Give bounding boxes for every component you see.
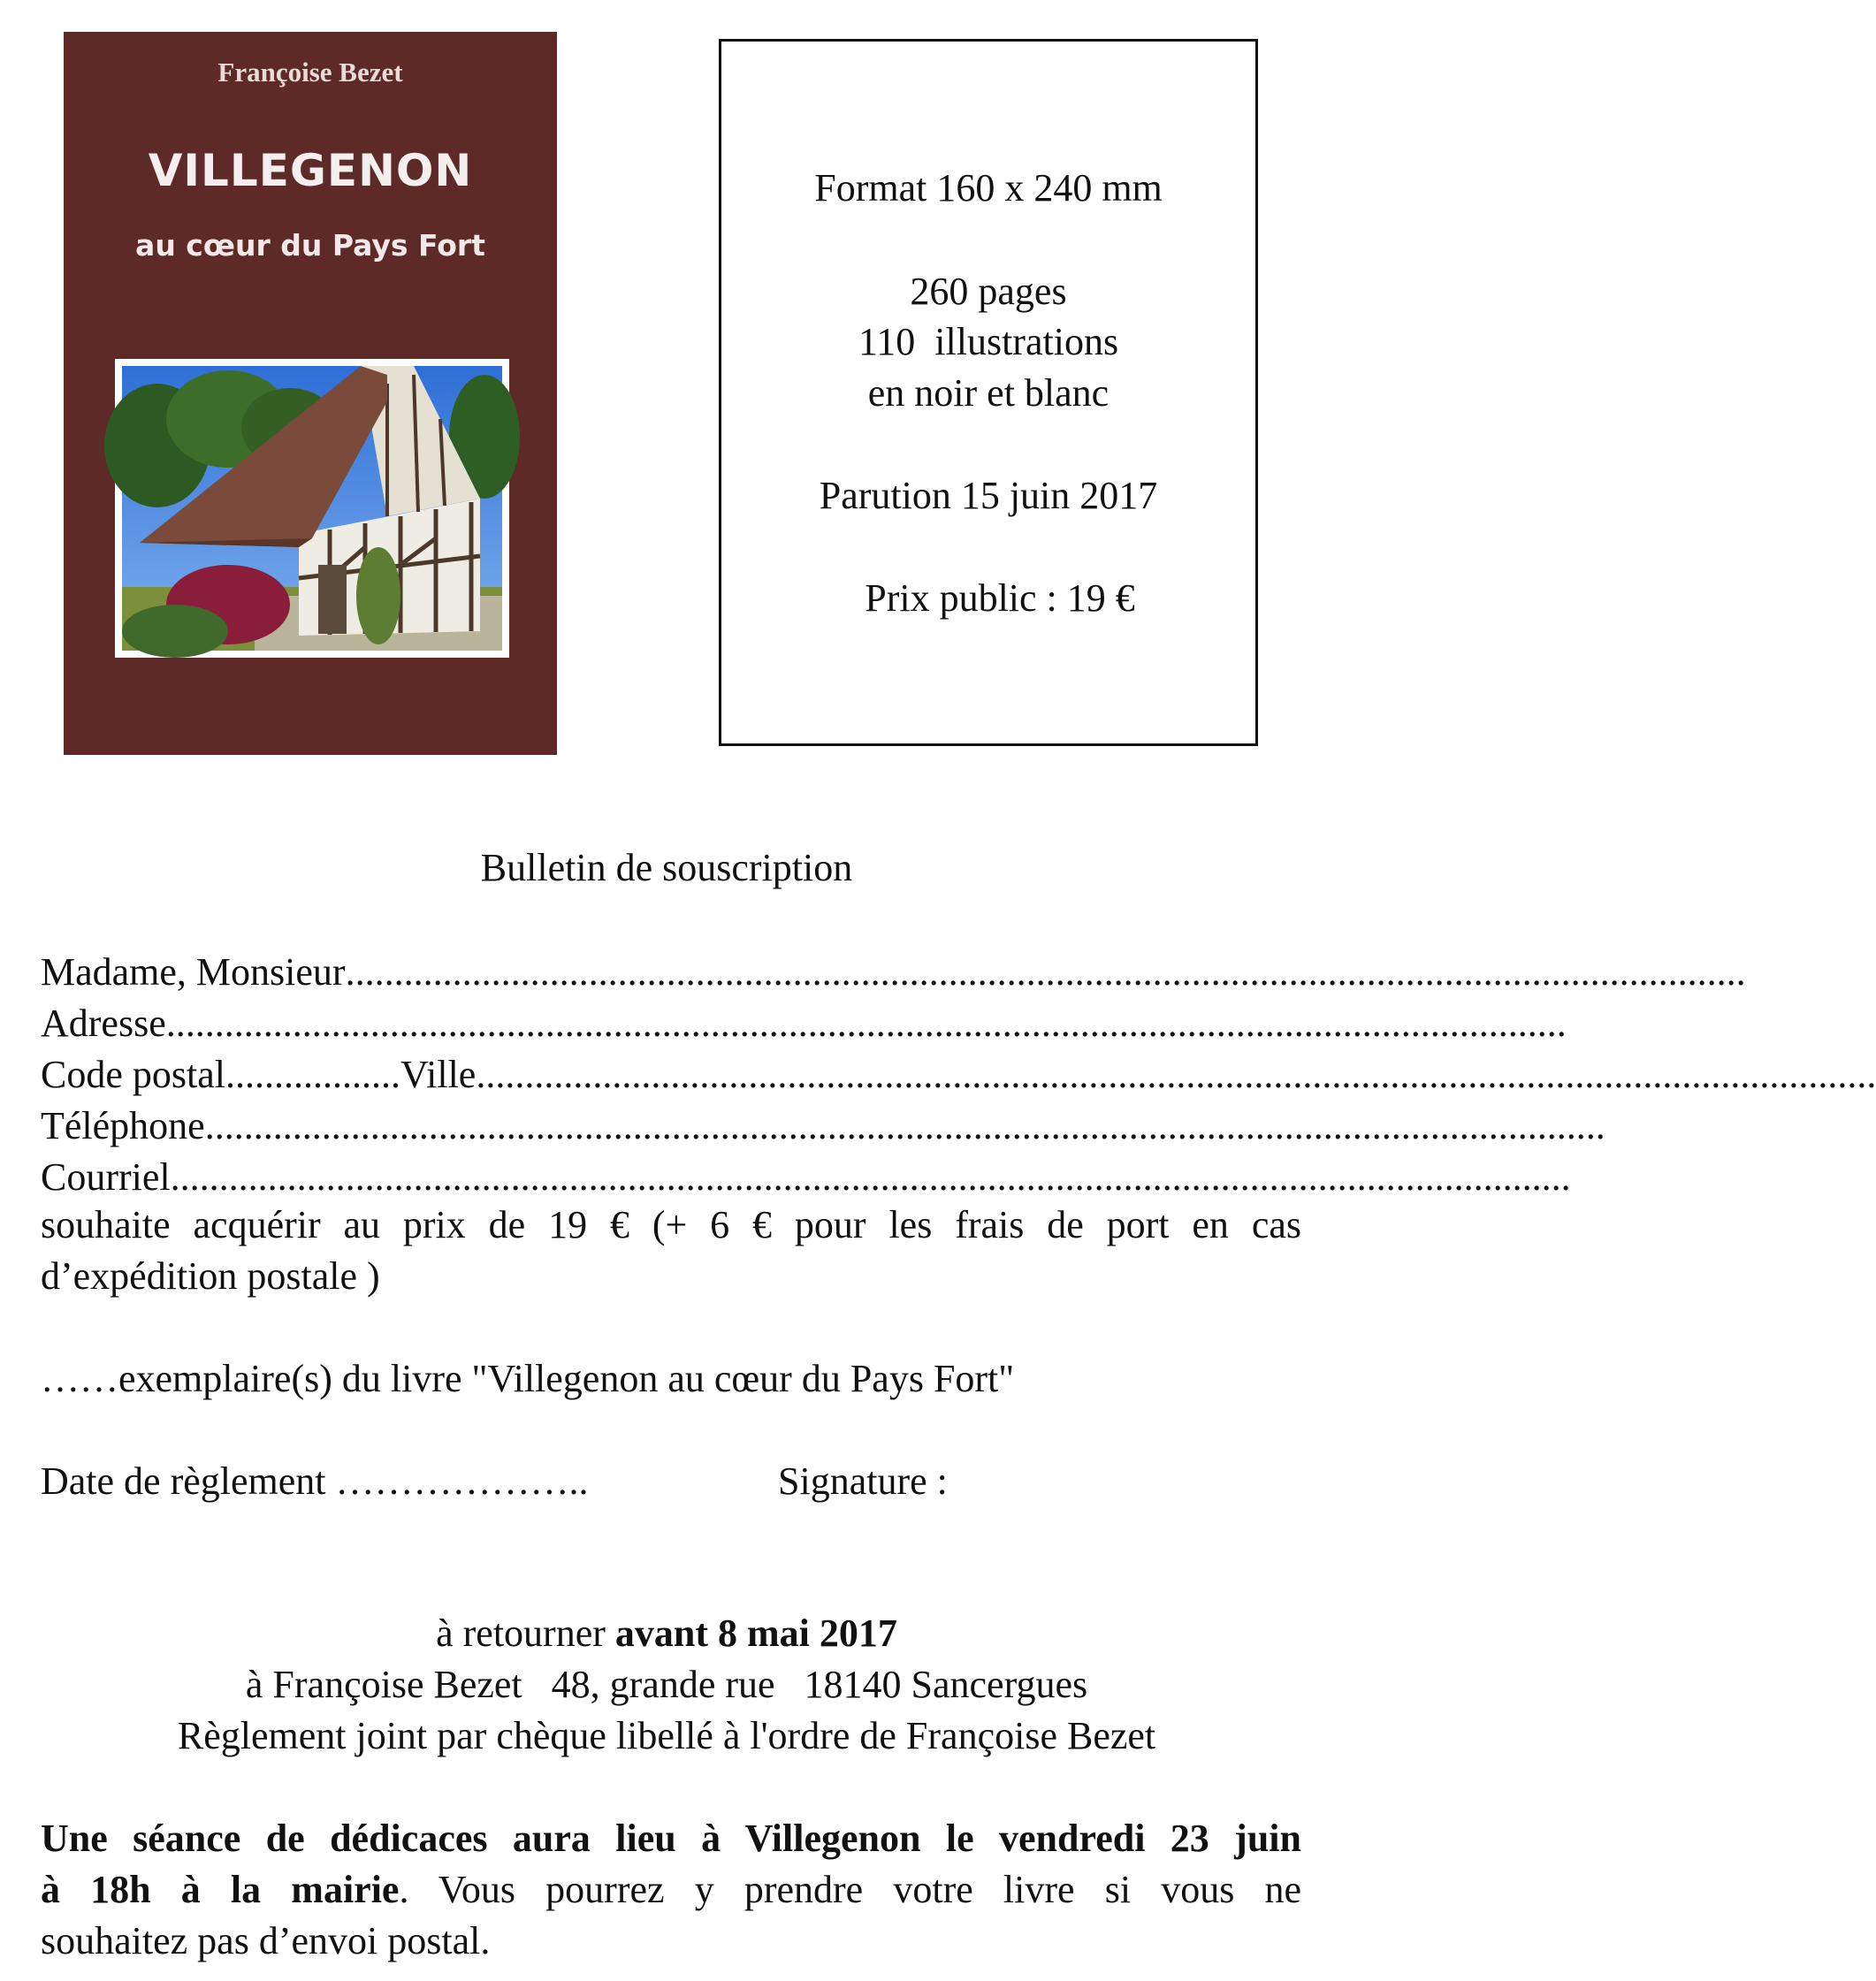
return-deadline <box>0 1611 1333 1655</box>
email-label: Courriel <box>41 1155 171 1199</box>
purchase-text-line1: souhaite acquérir au prix de 19 € (+ 6 € pour les frais de port en cas <box>41 1203 1301 1246</box>
signature-label: Signature : <box>778 1459 948 1503</box>
address-dots[interactable]: ................................................................................................................................................ <box>165 1002 1567 1045</box>
price-text: Prix public : 19 € <box>865 576 1135 620</box>
signing-line2 <box>41 1868 1301 1911</box>
return-address: à Françoise Bezet 48, grande rue 18140 Sancergues <box>245 1663 1088 1706</box>
phone-field[interactable] <box>41 1103 1605 1147</box>
thatched-farmhouse-photo-icon <box>122 366 502 651</box>
book-details-box <box>719 39 1258 746</box>
signing-line1: Une séance de dédicaces aura lieu à Villegenon le vendredi 23 juin <box>41 1817 1301 1860</box>
purchase-text-line2: d’expédition postale ) <box>41 1254 380 1298</box>
form-heading: Bulletin de souscription <box>480 846 853 889</box>
phone-label: Téléphone <box>41 1104 205 1147</box>
postal-city-field[interactable] <box>41 1052 1876 1096</box>
book-cover <box>64 32 557 755</box>
postal-dots[interactable]: .................. <box>225 1053 400 1096</box>
address-field[interactable] <box>41 1001 1567 1045</box>
address-label: Adresse <box>41 1002 166 1045</box>
payment-date-label: Date de règlement ……………….. <box>41 1459 589 1503</box>
release-date-text: Parution 15 juin 2017 <box>819 474 1158 517</box>
payment-instructions: Règlement joint par chèque libellé à l'ordre de Françoise Bezet <box>177 1714 1156 1757</box>
signing-line2-rest: . Vous pourrez y prendre votre livre si vous ne <box>399 1868 1301 1911</box>
city-dots[interactable]: ................................................................................................................................................ <box>476 1053 1876 1096</box>
city-label: Ville <box>400 1053 477 1096</box>
name-dots[interactable]: ................................................................................................................................................ <box>345 950 1746 994</box>
email-field[interactable] <box>41 1154 1571 1199</box>
color-text: en noir et blanc <box>867 371 1110 415</box>
cover-author: Françoise Bezet <box>217 57 403 88</box>
name-label: Madame, Monsieur <box>41 950 346 994</box>
cover-title: VILLEGENON <box>148 145 473 196</box>
cover-subtitle: au cœur du Pays Fort <box>135 228 485 263</box>
phone-dots[interactable]: ................................................................................................................................................ <box>204 1104 1605 1147</box>
illustrations-text: 110 illustrations <box>858 320 1119 363</box>
signing-line3: souhaitez pas d’envoi postal. <box>41 1919 491 1962</box>
format-text: Format 160 x 240 mm <box>814 166 1163 210</box>
signing-place: à 18h à la mairie <box>41 1868 400 1911</box>
cover-photo <box>115 359 509 658</box>
copies-line: ……exemplaire(s) du livre "Villegenon au cœur du Pays Fort" <box>41 1357 1015 1400</box>
return-deadline-date: avant 8 mai 2017 <box>614 1611 897 1655</box>
return-prefix: à retourner <box>436 1611 615 1655</box>
postal-label: Code postal <box>41 1053 225 1096</box>
email-dots[interactable]: ................................................................................................................................................ <box>170 1155 1571 1199</box>
name-field[interactable] <box>41 949 1746 994</box>
pages-text: 260 pages <box>910 270 1067 313</box>
